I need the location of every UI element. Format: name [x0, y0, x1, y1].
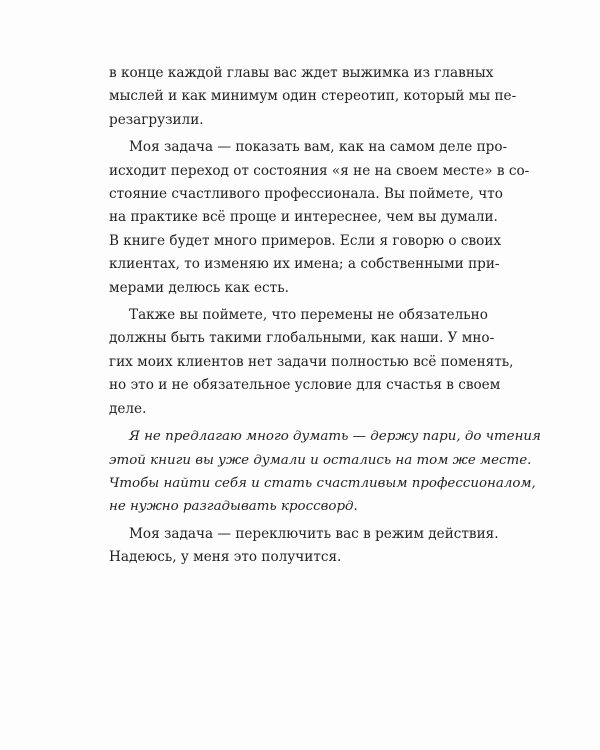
text-line: Чтобы найти себя и стать счастливым профессионалом,	[109, 475, 536, 491]
text-line: В книге будет много примеров. Если я говорю о своих	[109, 232, 502, 249]
text-line: этой книги вы уже думали и остались на том же месте.	[109, 452, 532, 468]
text-line: Надеюсь, у меня это получится.	[109, 549, 342, 566]
text-line: мыслей и как минимум один стереотип, который мы пе-	[109, 88, 517, 105]
text-line: в конце каждой главы вас ждет выжимка из главных	[109, 65, 494, 81]
paragraph-3	[109, 304, 514, 421]
paragraph-1	[109, 62, 517, 132]
text-line: гих моих клиентов нет задачи полностью всё поменять,	[109, 353, 514, 370]
paragraph-4-italic	[109, 425, 541, 519]
paragraph-5	[109, 523, 499, 570]
text-line: Также вы поймете, что перемены не обязательно	[129, 307, 488, 324]
body-text	[109, 62, 541, 574]
text-line: должны быть такими глобальными, как наши. У мно-	[109, 330, 495, 347]
text-line: деле.	[109, 400, 147, 417]
text-line: исходит переход от состояния «я не на своем месте» в со-	[109, 162, 530, 179]
text-line: Моя задача — показать вам, как на самом деле про-	[129, 139, 508, 156]
paragraph-2	[109, 136, 530, 300]
text-line: клиентах, то изменяю их имена; а собственными при-	[109, 256, 500, 273]
text-line: Я не предлагаю много думать — держу пари, до чтения	[129, 429, 541, 445]
text-line: мерами делюсь как есть.	[109, 279, 289, 296]
text-line: Моя задача — переключить вас в режим действия.	[129, 525, 499, 542]
text-line: не нужно разгадывать кроссворд.	[109, 499, 358, 515]
text-line: но это и не обязательное условие для счастья в своем	[109, 377, 501, 394]
text-line: стояние счастливого профессионала. Вы поймете, что	[109, 186, 503, 203]
text-line: на практике всё проще и интереснее, чем вы думали.	[109, 209, 498, 226]
text-line: резагрузили.	[109, 111, 204, 128]
